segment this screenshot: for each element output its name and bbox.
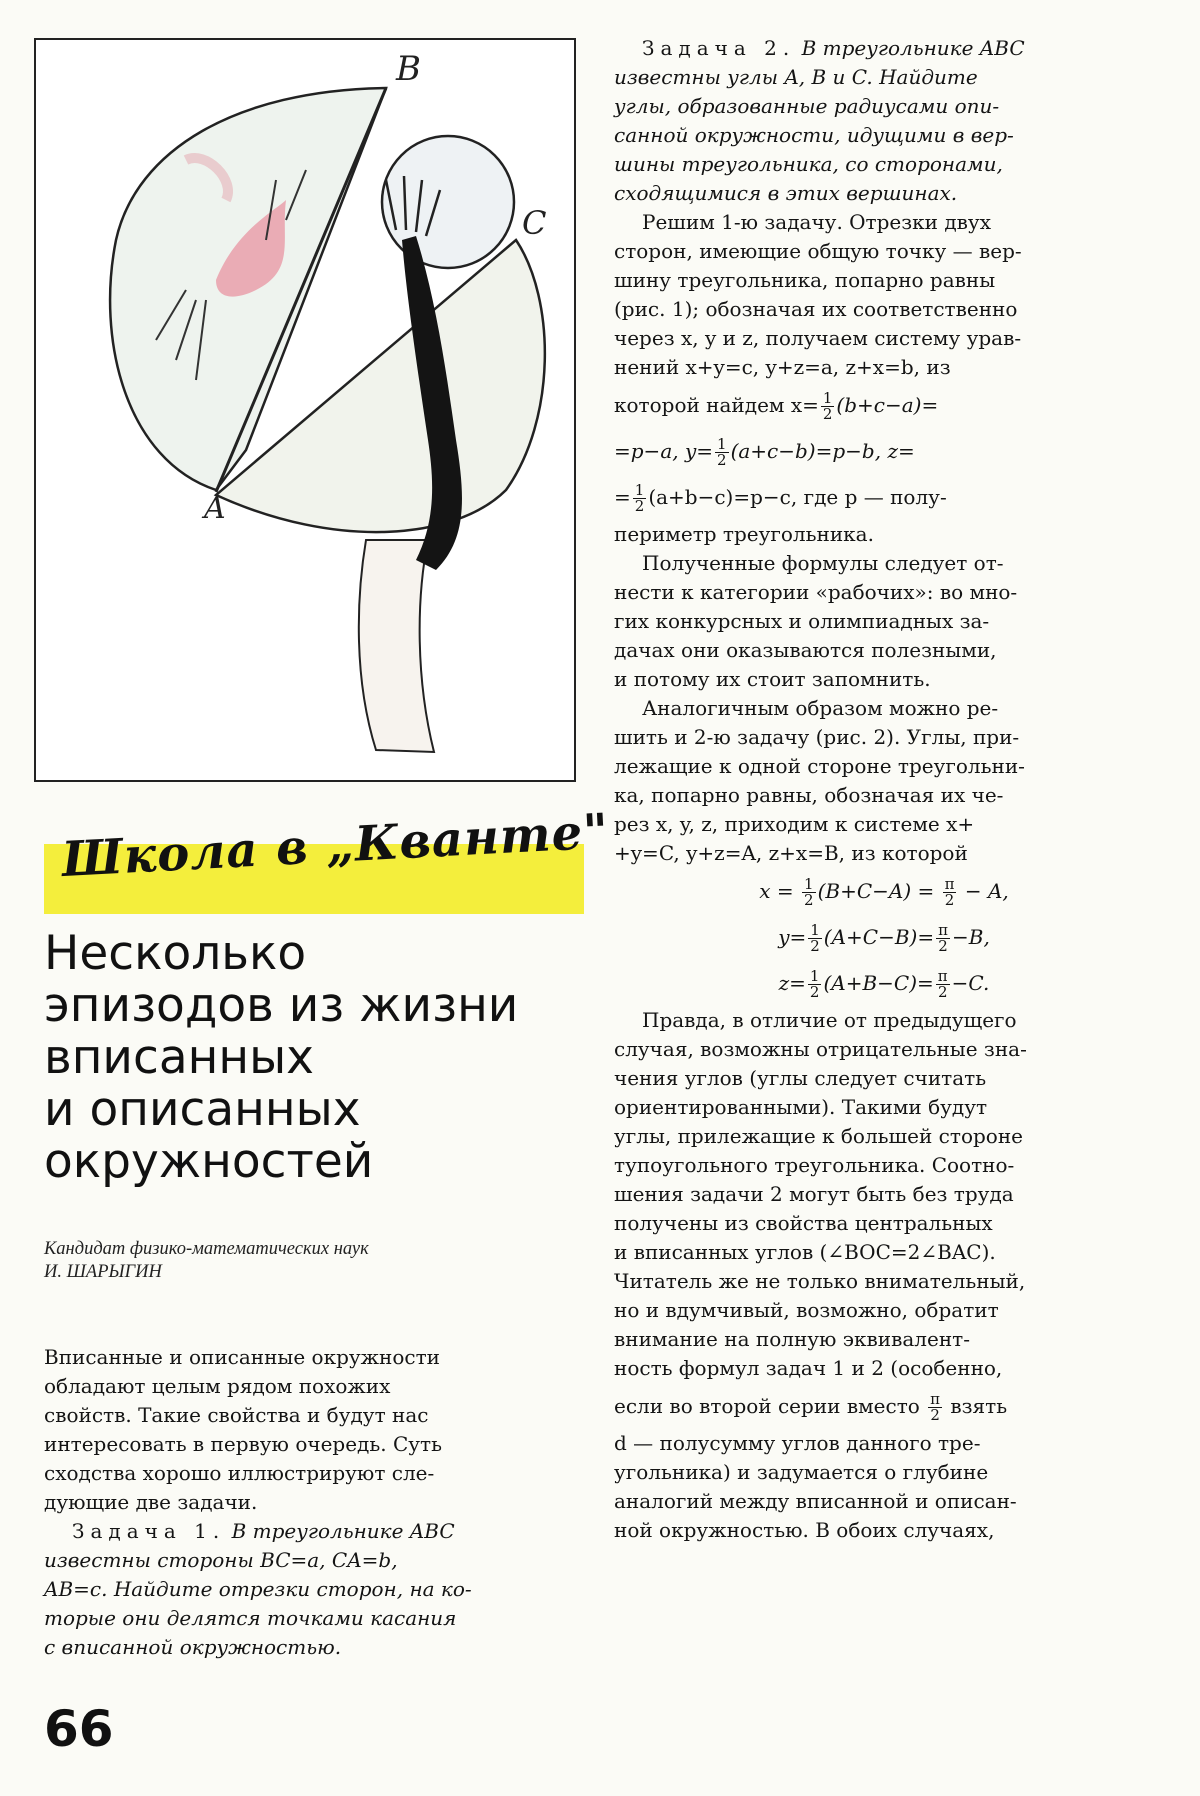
text-line: ка, попарно равны, обозначая их че- — [614, 783, 1004, 807]
text-line: получены из свойства центральных — [614, 1211, 993, 1235]
text-line: ность формул задач 1 и 2 (особенно, — [614, 1356, 1003, 1380]
formula-line-3 — [614, 474, 1154, 520]
task2-heading — [614, 34, 1154, 63]
fraction-num: π — [938, 921, 948, 939]
title-line: и описанных — [44, 1082, 361, 1137]
title-line: вписанных — [44, 1030, 314, 1085]
formula-text: (A+C−B)= — [823, 925, 935, 949]
text-line: чения углов (углы следует считать — [614, 1066, 987, 1090]
text-line: ориентированными). Такими будут — [614, 1095, 988, 1119]
text-line: Вписанные и описанные окружности — [44, 1345, 441, 1369]
fraction-half — [802, 877, 816, 908]
label-c: C — [522, 204, 547, 242]
formula-text: (a+c−b)=p−b, z= — [730, 439, 915, 463]
stem-shape — [359, 540, 434, 752]
text-line: и потому их стоит запомнить. — [614, 667, 931, 691]
author-name: И. ШАРЫГИН — [44, 1262, 162, 1282]
text-line: торые они делятся точками касания — [44, 1606, 457, 1630]
title-line: эпизодов из жизни — [44, 978, 519, 1033]
text-line: известны углы A, B и C. Найдите — [614, 65, 978, 89]
text-line: угольника) и задумается о глубине — [614, 1460, 989, 1484]
fraction-pi-half — [943, 877, 957, 908]
fraction-den: 2 — [944, 891, 955, 909]
small-circle — [382, 136, 514, 268]
fraction-half — [821, 391, 835, 422]
text-line: лежащие к одной стороне треугольни- — [614, 754, 1025, 778]
right-column-text — [614, 34, 1154, 1545]
formula-text: если во второй серии вместо — [614, 1394, 920, 1418]
task2-first: В треугольнике ABC — [801, 36, 1025, 60]
fraction-num: 1 — [810, 921, 820, 939]
article-title — [44, 928, 604, 1188]
text-line: AB=c. Найдите отрезки сторон, на ко- — [44, 1577, 472, 1601]
fraction-den: 2 — [810, 937, 820, 955]
text-line: сторон, имеющие общую точку — вер- — [614, 239, 1022, 263]
formula-text: −B, — [951, 925, 990, 949]
circle-sectors-drawing — [36, 40, 574, 780]
formula-text: z= — [778, 971, 806, 995]
text-line: шину треугольника, попарно равны — [614, 268, 996, 292]
text-line: обладают целым рядом похожих — [44, 1374, 391, 1398]
fraction-num: π — [930, 1390, 941, 1408]
text-line: сходящимися в этих вершинах. — [614, 181, 958, 205]
text-line: рез x, y, z, приходим к системе x+ — [614, 812, 975, 836]
text-line: с вписанной окружностью. — [44, 1635, 342, 1659]
task1-label: Задача 1. — [72, 1519, 226, 1543]
text-line: дующие две задачи. — [44, 1490, 258, 1514]
text-line: шить и 2-ю задачу (рис. 2). Углы, при- — [614, 725, 1020, 749]
left-column-text — [44, 1343, 584, 1662]
illustration — [34, 38, 576, 782]
text-line: сходства хорошо иллюстрируют сле- — [44, 1461, 435, 1485]
text-line: Читатель же не только внимательный, — [614, 1269, 1026, 1293]
text-line: свойств. Такие свойства и будут нас — [44, 1403, 429, 1427]
formula-line-1 — [614, 382, 1154, 428]
fraction-den: 2 — [809, 983, 820, 1001]
fraction-half — [633, 483, 647, 514]
text-line: шины треугольника, со сторонами, — [614, 152, 1003, 176]
formula-text: −C. — [951, 971, 990, 995]
text-line: интересовать в первую очередь. Суть — [44, 1432, 442, 1456]
text-line: санной окружности, идущими в вер- — [614, 123, 1014, 147]
formula-text: y= — [778, 925, 807, 949]
text-line: дачах они оказываются полезными, — [614, 638, 997, 662]
fraction-pi-half — [928, 1392, 942, 1423]
formula-text: =p−a, y= — [614, 439, 714, 463]
text-line: и вписанных углов (∠BOC=2∠BAC). — [614, 1240, 996, 1264]
formula-text: = — [614, 485, 631, 509]
text-line: Полученные формулы следует от- — [642, 551, 1004, 575]
formula-text: которой найдем x= — [614, 393, 819, 417]
text-line: аналогий между вписанной и описан- — [614, 1489, 1017, 1513]
fraction-num: 1 — [822, 389, 833, 407]
fraction-num: 1 — [804, 875, 814, 893]
formula-x — [614, 868, 1154, 914]
fraction-den: 2 — [634, 497, 645, 515]
page-number: 66 — [44, 1700, 114, 1758]
text-line: +y=C, y+z=A, z+x=B, из которой — [614, 841, 968, 865]
title-line: Несколько — [44, 926, 307, 981]
fraction-pi-half — [936, 923, 950, 954]
text-line: углы, образованные радиусами опи- — [614, 94, 1000, 118]
task1-first: В треугольнике ABC — [231, 1519, 455, 1543]
fraction-den: 2 — [804, 891, 814, 909]
text-line: периметр треугольника. — [614, 522, 874, 546]
text-line: ной окружностью. В обоих случаях, — [614, 1518, 995, 1542]
text-line: через x, y и z, получаем систему урав- — [614, 326, 1022, 350]
text-line: Решим 1-ю задачу. Отрезки двух — [642, 210, 991, 234]
text-line: случая, возможны отрицательные зна- — [614, 1037, 1027, 1061]
fraction-num: 1 — [634, 481, 645, 499]
rubric-title: Школа в „Кванте" — [60, 803, 611, 888]
fraction-num: π — [944, 875, 955, 893]
author-degree: Кандидат физико-математических наук — [44, 1239, 369, 1259]
fraction-num: 1 — [809, 967, 820, 985]
fraction-pi-half — [936, 969, 950, 1000]
text-line: тупоугольного треугольника. Соотно- — [614, 1153, 1015, 1177]
task2-label: Задача 2. — [642, 36, 796, 60]
fraction-den: 2 — [937, 983, 948, 1001]
fraction-num: 1 — [717, 435, 727, 453]
text-line: известны стороны BC=a, CA=b, — [44, 1548, 398, 1572]
fraction-den: 2 — [822, 405, 833, 423]
author-block — [44, 1238, 584, 1284]
label-b: B — [396, 49, 421, 89]
fraction-half — [715, 437, 729, 468]
text-line: внимание на полную эквивалент- — [614, 1327, 970, 1351]
text-line: но и вдумчивый, возможно, обратит — [614, 1298, 999, 1322]
task1-heading — [44, 1517, 584, 1546]
formula-text: (A+B−C)= — [823, 971, 934, 995]
text-line: углы, прилежащие к большей стороне — [614, 1124, 1023, 1148]
formula-text: взять — [950, 1394, 1008, 1418]
formula-text: (a+b−c)=p−c, где p — полу- — [648, 485, 947, 509]
text-line: Правда, в отличие от предыдущего — [642, 1008, 1017, 1032]
formula-text: (b+c−a)= — [836, 393, 939, 417]
formula-line-2 — [614, 428, 1154, 474]
text-line: Аналогичным образом можно ре- — [642, 696, 999, 720]
text-line: нести к категории «рабочих»: во мно- — [614, 580, 1018, 604]
text-line: d — полусумму углов данного тре- — [614, 1431, 981, 1455]
text-line: (рис. 1); обозначая их соответственно — [614, 297, 1018, 321]
formula-y — [614, 914, 1154, 960]
text-line: гих конкурсных и олимпиадных за- — [614, 609, 990, 633]
fraction-half — [808, 969, 822, 1000]
series-line — [614, 1383, 1154, 1429]
title-line: окружностей — [44, 1134, 374, 1189]
fraction-num: π — [937, 967, 948, 985]
formula-text: x = — [759, 879, 794, 903]
formula-text: − A, — [964, 879, 1009, 903]
formula-z — [614, 960, 1154, 1006]
text-line: нений x+y=c, y+z=a, z+x=b, из — [614, 355, 951, 379]
fraction-den: 2 — [717, 451, 727, 469]
formula-text: (B+C−A) = — [817, 879, 935, 903]
fraction-den: 2 — [938, 937, 948, 955]
fraction-half — [808, 923, 822, 954]
text-line: шения задачи 2 могут быть без труда — [614, 1182, 1014, 1206]
fraction-den: 2 — [930, 1406, 940, 1424]
label-a: A — [204, 491, 226, 526]
